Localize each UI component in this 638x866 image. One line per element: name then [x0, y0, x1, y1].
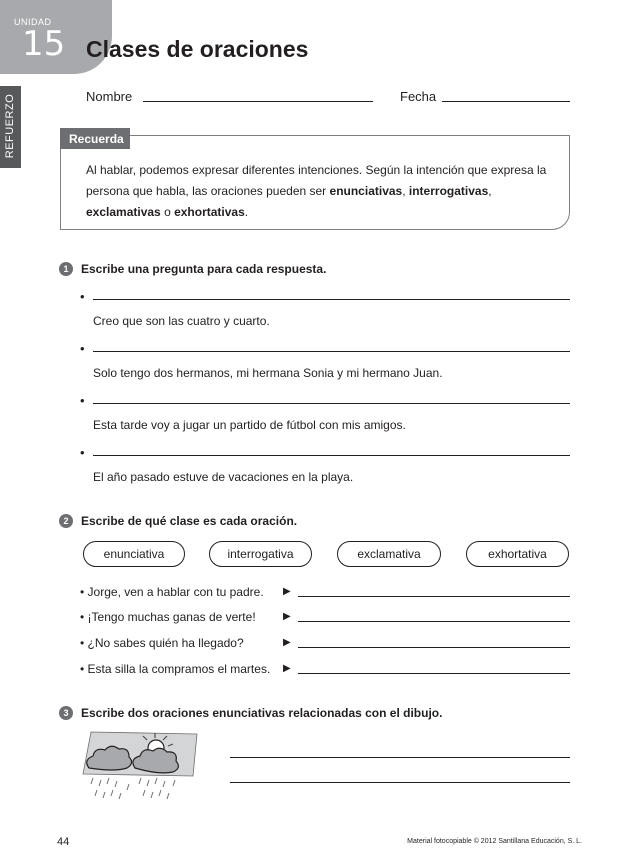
exercise-3-number: 3: [59, 706, 73, 720]
classification-line-3[interactable]: [298, 647, 570, 648]
option-exclamativa: exclamativa: [337, 541, 441, 567]
term-exclamativas: exclamativas: [86, 205, 161, 219]
sentence-3-text: ¿No sabes quién ha llegado?: [87, 636, 244, 650]
exercise-1-number: 1: [59, 262, 73, 276]
sentence-1-text: Jorge, ven a hablar con tu padre.: [87, 585, 264, 599]
question-line-4[interactable]: [93, 455, 570, 456]
exercise-2-title: Escribe de qué clase es cada oración.: [81, 514, 298, 528]
name-label: Nombre: [86, 89, 133, 104]
sentence-line-2[interactable]: [230, 782, 570, 783]
term-interrogativas: interrogativas: [408, 184, 489, 198]
answer-4: El año pasado estuve de vacaciones en la playa.: [93, 470, 354, 484]
date-label: Fecha: [400, 89, 437, 104]
answer-1: Creo que son las cuatro y cuarto.: [93, 314, 270, 328]
sentence-2-text: ¡Tengo muchas ganas de verte!: [87, 610, 256, 624]
classification-line-1[interactable]: [298, 596, 570, 597]
classification-line-2[interactable]: [298, 621, 570, 622]
question-line-1[interactable]: [93, 299, 570, 300]
separator: ,: [488, 184, 492, 198]
unit-label: UNIDAD: [14, 17, 52, 27]
bullet-icon: •: [80, 393, 85, 408]
unit-number: 15: [22, 24, 66, 64]
sentence-2: • ¡Tengo muchas ganas de verte!: [80, 610, 256, 624]
exercise-2-number: 2: [59, 514, 73, 528]
rain-clouds-sun-drawing: [79, 728, 199, 808]
option-enunciativa: enunciativa: [83, 541, 185, 567]
bullet-icon: •: [80, 341, 85, 356]
arrow-right-icon: ▶: [283, 611, 291, 622]
term-exhortativas: exhortativas: [174, 205, 245, 219]
exercise-1-title: Escribe una pregunta para cada respuesta.: [81, 262, 327, 276]
sentence-1: • Jorge, ven a hablar con tu padre.: [80, 585, 264, 599]
recuerda-text: [86, 160, 556, 223]
period: .: [244, 205, 249, 219]
sentence-line-1[interactable]: [230, 757, 570, 758]
separator: o: [160, 205, 175, 219]
separator: ,: [402, 184, 409, 198]
section-tab-label: REFUERZO: [4, 93, 16, 159]
bullet-icon: •: [80, 289, 85, 304]
page-title: Clases de oraciones: [86, 36, 309, 62]
term-enunciativas: enunciativas: [329, 184, 403, 198]
page-number: 44: [57, 836, 70, 848]
question-line-3[interactable]: [93, 403, 570, 404]
arrow-right-icon: ▶: [283, 586, 291, 597]
arrow-right-icon: ▶: [283, 637, 291, 648]
question-line-2[interactable]: [93, 351, 570, 352]
classification-line-4[interactable]: [298, 673, 570, 674]
name-field[interactable]: [143, 101, 373, 102]
date-field[interactable]: [442, 101, 570, 102]
option-interrogativa: interrogativa: [209, 541, 312, 567]
bullet-icon: •: [80, 445, 85, 460]
sentence-4-text: Esta silla la compramos el martes.: [87, 662, 271, 676]
answer-2: Solo tengo dos hermanos, mi hermana Sonia y mi hermano Juan.: [93, 366, 443, 380]
arrow-right-icon: ▶: [283, 663, 291, 674]
sentence-4: • Esta silla la compramos el martes.: [80, 662, 271, 676]
option-exhortativa: exhortativa: [466, 541, 569, 567]
sentence-3: • ¿No sabes quién ha llegado?: [80, 636, 244, 650]
recuerda-text-intro: Al hablar, podemos expresar diferentes intenciones. Según la intención que expresa la persona que habla, las oraciones pueden ser: [86, 163, 547, 198]
answer-3: Esta tarde voy a jugar un partido de fútbol con mis amigos.: [93, 418, 406, 432]
recuerda-label: Recuerda: [60, 128, 130, 149]
copyright-notice: Material fotocopiable © 2012 Santillana Educación, S. L.: [407, 838, 582, 845]
exercise-3-title: Escribe dos oraciones enunciativas relacionadas con el dibujo.: [81, 706, 443, 720]
